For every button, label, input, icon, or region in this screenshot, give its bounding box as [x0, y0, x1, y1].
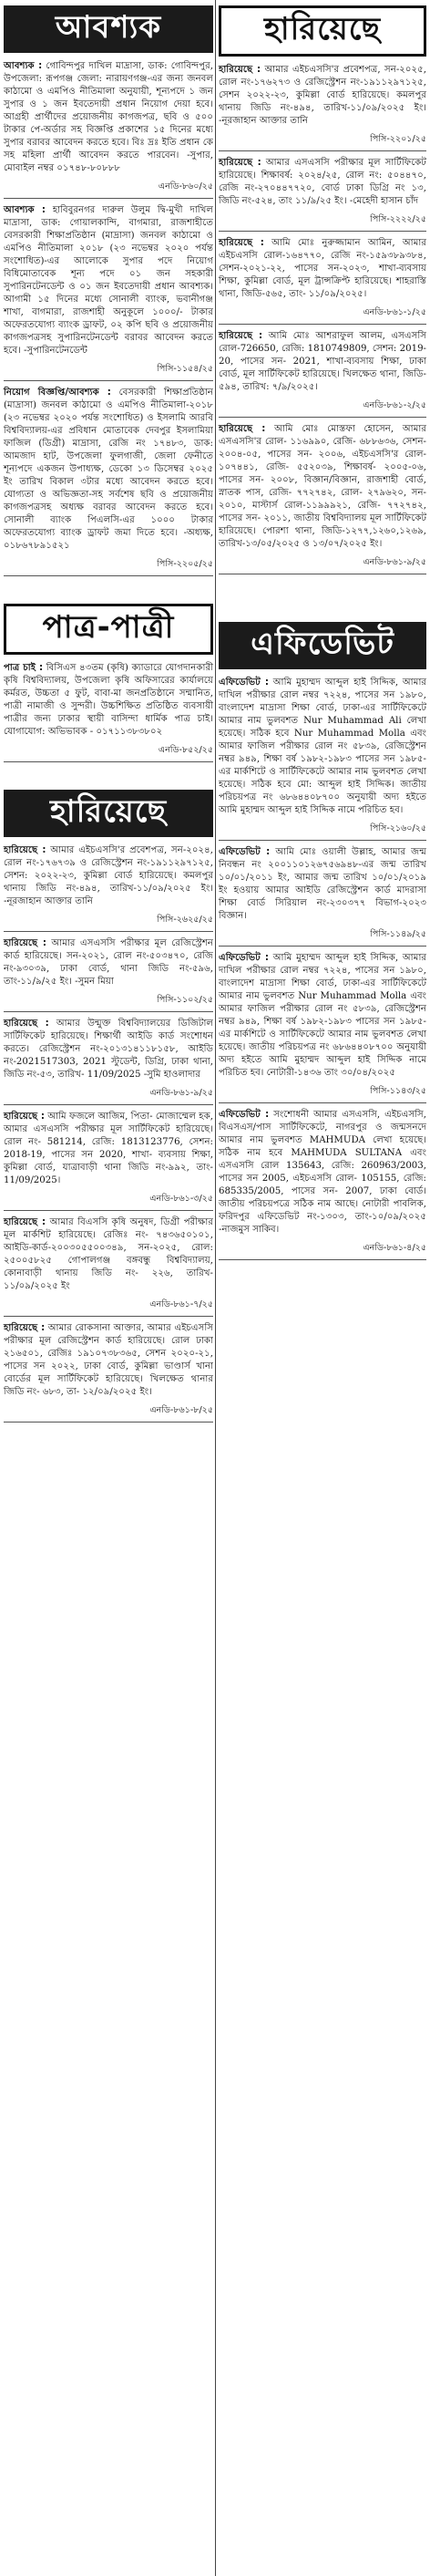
- lost-list-left: [4, 844, 213, 1422]
- ad-code: পিসি-২২০৫/২৫: [157, 559, 213, 569]
- ad-keyword: পাত্র চাই :: [4, 663, 44, 673]
- ad-keyword: হারিয়েছে :: [219, 424, 266, 434]
- classified-ad: [4, 662, 213, 739]
- ad-code: এনডি-৮৬১-৭/২৫: [149, 1299, 213, 1309]
- classified-ad: [4, 937, 213, 988]
- ad-body: হাবিবুরনগর দারুল উলুম দ্বি-মুখী দাখিল মাদ্রাসা, ডাক: গোয়ালকান্দি, বাগমারা, রাজশাহীতে বেসরকারী শিক্ষাপ্রতিষ্ঠান (মাদ্রাসা) জনবল কাঠামো ও এমপিও নীতিমালা ২০১৮ (২৩ নভেম্বর ২০২০ পর্যন্ত সংশোধিত)-এর আলোকে সুপার পদে নিয়োগ বিধিমোতাবেক শূন্য পদে ০১ জন সহকারী সুপারিনটেনডেন্ট ও ০১ জন ইবতেদায়ী প্রধান আবশ্যক। আগামী ১৫ দিনের মধ্যে সোনালী ব্যাংক, ভবানীগঞ্জ শাখা, বাগমারা, রাজশাহী অনুকূলে ১০০০/- টাকার অফেরতযোগ্য ব্যাংক ড্রাফট, ০২ কপি ছবি ও প্রয়োজনীয় কাগজপত্রসহ সুপারিনটেনডেন্ট বরাবর আবেদন করতে হবে। -সুপারিনটেনডেন্ট: [4, 205, 213, 356]
- ad-code: এনডি-৮৫২/২৫: [158, 745, 213, 755]
- ad-body: আমি মোঃ ওয়ালী উল্লাহ, আমার জন্ম নিবন্ধন নং ২০০১১০১২৬৭৫৬৯৪৮-এর জন্ম তারিখ ১০/০১/২০১১ ইং, আমার জন্ম তারিখ ১০/০১/২০১৯ ইং হওয়ায় আমার আইডি রেজিস্ট্রেশন কার্ড মাদরাসা শিক্ষা বোর্ড সিরিয়াল নং-২৩০৩৭৭ বিভাগ-২০২৩ বিজ্ঞান।: [219, 847, 426, 921]
- ad-separator: [4, 1210, 213, 1211]
- ad-body: আমি মুহাম্মদ আব্দুল হাই সিদ্দিক, আমার দাখিল পরীক্ষার রোল নম্বর ৭২২৪, পাসের সন ১৯৮০, বাংলাদেশ মাদ্রাসা শিক্ষা বোর্ড, ঢাকা-এর সার্টিফিকেটে আমার নাম ভুলবশত Nur Muhammad Molla এবং আমার ফাজিল পরীক্ষার রোল নং ৫৮৩৯, রেজিস্ট্রেশন নম্বর ৯৪৯, শিক্ষা বর্ষ ১৯৮২-১৯৮৩ পাসের সন ১৯৮৫-এর মার্কশিটে ও সার্টিফিকেটে আমার নাম ভুলবশত লেখা হয়েছে। জাতীয় পরিচয়পত্র নং ৬৮৬৪৪০৮৭০০ অনুযায়ী অদ্য হইতে আমি মুহাম্মদ আব্দুল হাই সিদ্দিক নামে পরিচিত হব। নোটারী-১৪৩৬ তাং ৩০/০৪/২০২৫: [219, 953, 426, 1078]
- ad-code: পিসি-২২২২/২৫: [370, 214, 426, 224]
- classified-ad: [219, 157, 426, 208]
- ad-code: পিসি-২১৬০/২৫: [370, 823, 426, 833]
- ad-separator: [4, 1104, 213, 1105]
- ad-keyword: এফিডেভিট :: [219, 953, 269, 963]
- ad-code: পিসি-২৬২৫/২৫: [157, 915, 213, 925]
- classified-ad: [4, 60, 213, 175]
- ad-code: পিসি-২২০১/২৫: [370, 134, 426, 144]
- ad-keyword: আবশ্যক :: [4, 61, 43, 71]
- classified-ad: [219, 423, 426, 551]
- classified-ad: [4, 204, 213, 357]
- ad-keyword: হারিয়েছে :: [4, 1217, 46, 1227]
- ad-code: এনডি-৮৬১-৪/২৫: [363, 1243, 426, 1253]
- classified-ad: [4, 1322, 213, 1399]
- classified-ad: [219, 677, 426, 817]
- ad-separator: [4, 575, 213, 576]
- ad-keyword: নিয়োগ বিজ্ঞপ্তি/আবশ্যক :: [4, 388, 111, 398]
- ad-body: আমি মোঃ আশরাফুল আলম, এসএসসি রোল-726650, রেজি: 1810749809, সেশন: 2019-20, পাসের সন- 2021, শাখা-ব্যবসায় শিক্ষা, ঢাকা বোর্ড, মূল সার্টিফিকেট হারিয়েছে। খিলক্ষেত থানা, জিডি- ৫৯৪, তারিখ: ৭/৯/২০২৫।: [219, 331, 426, 392]
- classified-ad: [4, 1018, 213, 1081]
- ad-separator: [219, 150, 426, 151]
- classified-ad: [219, 330, 426, 394]
- ad-code: এনডি-৮৬১-৩/২৫: [149, 1194, 213, 1204]
- ad-keyword: হারিয়েছে :: [4, 1323, 46, 1333]
- ad-body: আমার উন্মুক্ত বিশ্ববিদ্যালয়ের ডিজিটাল সার্টিফিকেট হারিয়েছে। শিক্ষার্থী আইডি কার্ড সংশোধন করতে। রেজিস্ট্রেশন নং-২০১৩১৪১১৮১৫৮, আইডি নং-2021517303, 2021 স্টুডেন্ট, ডিগ্রি, ঢাকা থানা, জিডি নং-৫৩, তারিখ- 11/09/2025 -সুমি হাওলাদার: [4, 1019, 213, 1080]
- ad-body: বেসরকারী শিক্ষাপ্রতিষ্ঠান (মাদ্রাসা) জনবল কাঠামো ও এমপিও নীতিমালা-২০১৮ (২৩ নভেম্বর ২০২০ পর্যন্ত সংশোধিত) ও ইসলামি আরবি বিশ্ববিদ্যালয়-এর প্রবিধান মোতাবেক দেবপুর ইসলামিয়া ফাজিল (ডিগ্রী) মাদ্রাসা, রেজি নং ১৭৪৮৩, ডাক: আমজাদ হাট, উপজেলা ফুলগাজী, জেলা ফেনীতে শূন্যপদে একজন উপাধ্যক্ষ, ডেকো ১৩ ডিসেম্বর ২০২৫ ইং তারিখ বিকাল ৩টার মধ্যে আবেদন করতে হবে। যোগ্যতা ও অভিজ্ঞতা-সহ সর্বশেষ ছবি ও প্রয়োজনীয় কাগজপত্রসহ অধ্যক্ষ বরাবর আবেদন করতে হবে। সোনালী ব্যাংক পিএলসি-এর ১০০০ টাকার অফেরতযোগ্য ব্যাংক ড্রাফট জমা দিতে হবে। -অধ্যক্ষ, ০১৮৬৭৮৯১৫২১: [4, 388, 213, 551]
- ad-body: আমি মোঃ মোস্তফা হোসেন, আমার এসএসসি'র রোল- ১১৬৯৯০, রেজি- ৬৮৮৬৩৬, সেশন- ২০০৪-০৫, পাসের সন- ২০০৬, এইচএসসি'র রোল- ১০৭৪৪১, রেজি- ৫৫২০৩৯, শিক্ষাবর্ষ- ২০০৫-০৬, পাসের সন- ২০০৮, বিজ্ঞান/বিজ্ঞান, রাজশাহী বোর্ড, স্নাতক পাস, রেজি- ৭৭২৭৪২, রোল- ২৭৯৬২০, সন- ২০১০, মাস্টার্স রোল-১১৯৯৯২১, রেজি- ৭৭২৭৪২, পাসের সন- ২০১১, জাতীয় বিশ্ববিদ্যালয় মূল সার্টিফিকেট হারিয়েছে। পোরশা থানা, জিডি-১২৭৭,১২৬০,১২৬৯, তারিখ-১৩/০৫/২০২৫ ও ১৩/০৭/২০২৫ ইং।: [219, 424, 426, 549]
- affidavit-list: [219, 677, 426, 1260]
- bride-list: [4, 662, 213, 762]
- classified-ad: [219, 237, 426, 301]
- ad-keyword: হারিয়েছে :: [219, 65, 261, 75]
- ad-keyword: এফিডেভিট :: [219, 1110, 270, 1120]
- ad-code: এনডি-৮৬১-৯/২৫: [363, 557, 426, 567]
- ad-body: আমার এইচএসসি'র প্রবেশপত্র, সন-২০২৪, রোল নং-১৭৬৭৩৯ ও রেজিস্ট্রেশন নং-১৯১১২৯৭১২৫, সেশন: ২০২২-২৩, কুমিল্লা বোর্ড হারিয়েছে। কমলপুর থানায় জিডি নং-৪৯৪, তারিখ-১১/০৯/২০২৫ ইং। -নূরজাহান আক্তার তানি: [4, 845, 213, 906]
- ad-body: আমার রোকসানা আক্তার, আমার এইচএসসি পরীক্ষার মূল রেজিস্ট্রেশন কার্ড হারিয়েছে। রোল ঢাকা ২১৬৫০১, রেজিঃ ১৯১০৭৩৮৩৬৫, সেশন ২০২০-২১, পাসের সন ২০২২, ঢাকা বোর্ড, কুমিল্লা ভাণ্ডার্স খানা বোর্ডের মূল সার্টিফিকেট হারিয়েছে। খিলক্ষেত থানার জিডি নং- ৬৮৩, তা- ১২/০৯/২০২৫ ইং।: [4, 1323, 213, 1397]
- ad-code: এনডি-৮৬০/২৫: [158, 181, 213, 191]
- ad-separator: [219, 417, 426, 418]
- ad-separator: [219, 840, 426, 841]
- ad-code: এনডি-৮৬১-২/২৫: [363, 400, 426, 410]
- ad-keyword: হারিয়েছে :: [4, 1019, 49, 1029]
- ad-code: পিসি-১১৪৯/২৫: [370, 929, 426, 939]
- column-divider: [215, 0, 216, 2576]
- ad-separator: [4, 761, 213, 762]
- classified-ad: [4, 1111, 213, 1187]
- ad-code: এনডি-৮৬১-১/২৫: [363, 307, 426, 317]
- classified-ad: [4, 387, 213, 553]
- ad-keyword: আবশ্যক :: [4, 205, 46, 215]
- classified-ad: [219, 846, 426, 923]
- classified-ad: [219, 64, 426, 128]
- ad-code: পিসি-১১০২/২৫: [157, 995, 213, 1005]
- lost-list-right: [219, 64, 426, 574]
- ad-separator: [4, 198, 213, 199]
- ad-body: আমার এসএসসি পরীক্ষার মূল রেজিস্ট্রেশন কার্ড হারিয়েছে। সন-২০২১, রোল নং-৫০৩৪৭০, রেজি নং-৯৩০৩৯, ঢাকা বোর্ড, থানা জিডি নং-৫৯৬, তাং-১১/৯/২৫ ইং। -সুমন মিয়া: [4, 938, 213, 987]
- right-column: [219, 0, 426, 1266]
- classified-ad: [219, 952, 426, 1080]
- ad-code: পিসি-১১৫৪/২৫: [157, 364, 213, 374]
- ad-body: গোবিন্দপুর দাখিল মাদ্রাসা, ডাক: গোবিন্দপুর, উপজেলা: রূপগঞ্জ জেলা: নারায়ণগঞ্জ-এর জন্য জনবল কাঠামো ও এমপিও নীতিমালা অনুযায়ী, শূন্যপদে ১ জন সুপার ও ১ জন ইবতেদায়ী প্রধান নিয়োগ দেয়া হবে। আগ্রহী প্রার্থীদের প্রয়োজনীয় কাগজপত্র, ছবি ও ৫০০ টাকার পে-অর্ডার সহ বিজ্ঞপ্তি প্রকাশের ১৫ দিনের মধ্যে সুপার বরাবর আবেদন করতে হবে। বিঃ দ্রঃ ইতি প্রধান কে সহ মহিলা প্রার্থী আবেদন করতে পারবেন। -সুপার, মোবাইল নম্বর ০১৭৪৮-৮০৮৮৮: [4, 61, 213, 173]
- ad-body: আমি মোঃ নুরুজ্জামান আমিন, আমার এইচএসসি রোল-১৬৪৭৭০, রেজি নং-১৫৯৩৮৯৩৮৪, সেশন-২০২১-২২, পাসের সন-২০২৩, শাখা-ব্যবসায় শিক্ষা, কুমিল্লা বোর্ড, মূল ট্রান্সক্রিপ্ট হারিয়েছে। শাহরাস্তি থানা, জিডি-৫৬৫, তাং- ১১/০৯/২০২৫।: [219, 238, 426, 299]
- ad-code: এনডি-৮৬১-৯/২৫: [149, 1088, 213, 1098]
- ad-separator: [219, 324, 426, 325]
- section-title-lost-right: হারিয়েছে: [219, 5, 426, 57]
- ad-body: সংশোধনী আমার এসএসসি, এইচএসসি, বিএসএস/পাস সার্টিফিকেটে, নাগরপুর ও জন্মসনদে আমার নাম ভুলবশত MAHMUDA লেখা হয়েছে। সঠিক নাম হবে MAHMUDA SULTANA এবং এসএসসি রোল 135643, রেজি: 260963/2003, পাসের সন 2005, এইচএসসি রোল- 105155, রেজি: 685335/2005, পাসের সন- 2007, ঢাকা বোর্ড। জাতীয় পরিচয়পত্রে সঠিক নাম আছে। নোটারী পাবলিক, ফরিদপুর এফিডেভিট নং-১৩০৩, তাং-১০/০৯/২০২৫ -নাজমুস সাকিব।: [219, 1110, 426, 1235]
- ad-keyword: হারিয়েছে :: [4, 938, 46, 948]
- ad-body: আমি মুহাম্মদ আব্দুল হাই সিদ্দিক, আমার দাখিল পরীক্ষার রোল নম্বর ৭২২৪, পাসের সন ১৯৮০, বাংলাদেশ মাদ্রাসা শিক্ষা বোর্ড, ঢাকা-এর সার্টিফিকেটে আমার নাম ভুলবশত Nur Muhammad Ali লেখা হয়েছে। সঠিক হবে Nur Muhammad Molla এবং আমার ফাজিল পরীক্ষার রোল নং ৫৮৩৯, রেজিস্ট্রেশন নম্বর ৯৪৯, শিক্ষা বর্ষ ১৯৮২-১৯৮৩ পাসের সন ১৯৮৫-এর মার্কশিটে ও সার্টিফিকেটে আমার নাম ভুলবশত লেখা হয়েছে। সঠিক হবে মো: আব্দুল হাই সিদ্দিক। জাতীয় পরিচয়পত্র নং ৬৮৬৪৪০৮৭০০ অনুযায়ী অদ্য হইতে আমি মুহাম্মদ আব্দুল হাই সিদ্দিক নামে পরিচিত হব।: [219, 678, 426, 815]
- ad-code: এনডি-৮৬১-৮/২৫: [149, 1405, 213, 1415]
- ad-keyword: এফিডেভিট :: [219, 678, 269, 688]
- ad-keyword: হারিয়েছে :: [219, 158, 261, 168]
- ad-keyword: এফিডেভিট :: [219, 847, 271, 857]
- section-title-affidavit: এফিডেভিট: [219, 622, 426, 669]
- ad-body: আমার এইচএসসি'র প্রবেশপত্র, সন-২০২৫, রোল নং-১৭৬২৭৩ ও রেজিস্ট্রেশন নং-১৯১১২৯৭১২৫, সেশন ২০২২-২৩, কুমিল্লা বোর্ড হারিয়েছে। কমলপুর থানায় জিডি নং-৪৯৪, তারিখ-১১/০৯/২০২৫ ইং। -নূরজাহান আক্তার তানি: [219, 65, 426, 126]
- ad-separator: [219, 946, 426, 947]
- ad-separator: [219, 1259, 426, 1260]
- ad-keyword: হারিয়েছে :: [4, 845, 46, 855]
- section-title-lost-left: হারিয়েছে: [4, 790, 213, 837]
- ad-keyword: হারিয়েছে :: [219, 238, 264, 248]
- ad-body: আমার বিএসসি কৃষি অনুষদ, ডিগ্রী পরীক্ষার মূল মার্কশিট হারিয়েছে। রেজিঃ নং- ৭৪৩৬৫০১০১, আইডি-কার্ড-২০০৩০৫৫০০৩৪৯, সন-২০২৫, রোল: ২৫০০৫৮২৫ গোপালগঞ্জ বঙ্গবন্ধু বিশ্ববিদ্যালয়, কোনাবাড়ী থানায় জিডি নং- ২২৬, তারিখ- ১১/০৯/২০২৫ ইং: [4, 1217, 213, 1291]
- classified-ad: [4, 1216, 213, 1293]
- section-title-wanted: আবশ্যক: [4, 5, 213, 53]
- ad-body: বিসিএস ৪৩তম (কৃষি) ক্যাডারে যোগদানকারী কৃষি বিশ্ববিদ্যালয়, উপজেলা কৃষি অফিসারের কার্যালয়ে কর্মরত, উচ্চতা ৫ ফুট, বাবা-মা জনপ্রতিষ্ঠানে সম্মানিত, পাত্রী নামাজী ও সুন্দরী। উচ্চশিক্ষিত প্রতিষ্ঠিত ব্যবসায়ী পাত্রীর জন্য ঢাকার স্থায়ী বাসিন্দা ধার্মিক পাত্র চাই। যোগাযোগ: অভিভাবক - ০১৭১১৩৮৩৮০২: [4, 663, 213, 737]
- ad-separator: [219, 1102, 426, 1103]
- ad-keyword: হারিয়েছে :: [219, 331, 263, 341]
- ad-separator: [4, 380, 213, 381]
- ad-code: পিসি-১১৪৩/২৫: [370, 1086, 426, 1096]
- ad-body: আমি ফজলে আজিম, পিতা- মোজাম্মেল হক, আমার এসএসসি পরীক্ষার মূল সার্টিফিকেট হারিয়েছে। রোল নং- 581214, রেজি: 1813123776, সেশন: 2018-19, পাসের সন 2020, শাখা- ব্যবসায় শিক্ষা, কুমিল্লা বোর্ড, যাত্রাবাড়ী থানা জিডি নং-৯৯২, তাং- 11/09/2025।: [4, 1112, 213, 1185]
- ad-separator: [4, 931, 213, 932]
- classified-ad: [219, 1109, 426, 1236]
- ad-body: আমার এসএসসি পরীক্ষার মূল সার্টিফিকেট হারিয়েছে। শিক্ষাবর্ষ: ২০২৪/২৫, রোল নং: ৫০৪৪৭০, রেজি নং-২৭০৪৪৭৭২০, বোর্ড ঢাকা ডিগ্রি নং ১৩, জিডি নং-৫২৪, তাং ১১/৯/২৫ ইং। -মেহেদী হাসান চাঁদ: [219, 158, 426, 206]
- wanted-list: [4, 60, 213, 576]
- ad-separator: [4, 1011, 213, 1012]
- section-title-bride: পাত্র-পাত্রী: [4, 604, 213, 655]
- classified-ad: [4, 844, 213, 908]
- ad-separator: [219, 231, 426, 232]
- ad-separator: [4, 1316, 213, 1317]
- left-column: [4, 0, 213, 1428]
- ad-keyword: হারিয়েছে :: [4, 1112, 45, 1122]
